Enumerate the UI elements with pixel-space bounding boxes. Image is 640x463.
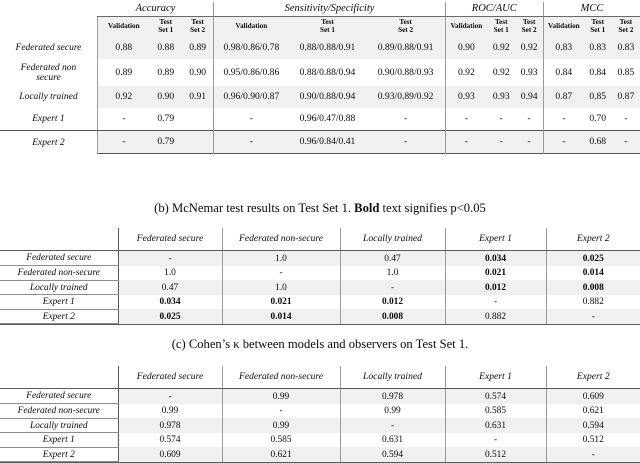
table-a-cell: 0.93 — [445, 86, 487, 108]
table-a-cell: 0.87 — [543, 86, 583, 108]
table-a-cell: - — [624, 113, 628, 125]
table-c-cell: 0.621 — [222, 447, 340, 462]
table-a-cell: 0.84 — [543, 59, 583, 86]
table-c-cell: - — [340, 418, 445, 433]
table-b-row — [0, 280, 640, 295]
caption-b — [0, 201, 640, 216]
table-b-cell: 1.0 — [222, 280, 340, 295]
table-a-group-header: Sensitivity/Specificity — [214, 2, 445, 17]
table-c-cell: 0.594 — [340, 447, 445, 462]
table-a-cell: - — [97, 131, 149, 154]
table-a-cell: 0.88/0.88/0.91 — [299, 42, 356, 54]
table-c-column-header: Expert 2 — [546, 366, 640, 389]
table-c-row-label: Expert 2 — [0, 447, 118, 462]
table-a-row — [0, 86, 640, 108]
table-b-cell: 0.47 — [340, 251, 445, 266]
table-a-group-header: Accuracy — [97, 2, 214, 17]
table-a-subheader: Validation — [543, 17, 583, 38]
rule-segment — [118, 324, 222, 325]
table-a-cell: 0.88/0.88/0.94 — [299, 66, 356, 78]
table-b-row-label: Expert 1 — [0, 295, 118, 310]
table-a-subheader: Test Set 2 — [190, 18, 206, 34]
table-c-header-row — [0, 366, 640, 389]
table-a-cell — [182, 131, 214, 154]
table-c-cell: 0.631 — [340, 433, 445, 448]
table-c-cell: 0.978 — [159, 420, 181, 431]
rule-segment — [340, 324, 445, 325]
table-c-container — [0, 366, 640, 463]
table-a-cell: 0.89 — [189, 42, 207, 54]
rule-segment — [288, 154, 366, 155]
table-a-subheader: Validation — [214, 17, 288, 38]
table-b-cell: 1.0 — [164, 268, 176, 279]
table-c-cell: 0.574 — [445, 389, 546, 404]
table-c-column-header: Federated non-secure — [222, 366, 340, 389]
table-b-cell: 0.008 — [546, 280, 640, 295]
table-a-group-header: ROC/AUC — [445, 2, 543, 17]
table-a-cell: 0.91 — [189, 91, 207, 103]
table-a-cell: 0.85 — [617, 66, 635, 78]
rule-segment — [543, 154, 583, 155]
table-a-corner-cell-2 — [0, 17, 97, 38]
table-b-column-header: Expert 1 — [445, 228, 546, 251]
table-a-cell: 0.98/0.86/0.78 — [214, 37, 288, 59]
table-a-cell: 0.92 — [520, 42, 538, 54]
table-c-cell: 0.99 — [161, 406, 179, 417]
rule-segment — [150, 154, 182, 155]
table-c-cell: 0.574 — [159, 435, 181, 446]
table-b-corner-cell — [0, 228, 118, 251]
table-a-cell: - — [543, 131, 583, 154]
table-c-cell: 0.99 — [340, 404, 445, 419]
table-a-cell: 0.96/0.90/0.87 — [214, 86, 288, 108]
table-a-cell: 0.79 — [157, 113, 175, 125]
rule-segment — [612, 154, 640, 155]
table-a-cell: - — [367, 131, 445, 154]
table-a-cell: - — [515, 131, 543, 154]
table-a-cell: 0.90 — [445, 37, 487, 59]
table-c-corner-cell — [0, 366, 118, 389]
table-a-cell: - — [445, 108, 487, 131]
table-c-cell: 0.621 — [546, 404, 640, 419]
table-b-cell: 0.014 — [546, 266, 640, 281]
caption-b-bold-word: Bold — [354, 201, 380, 215]
table-b-cell: 0.034 — [445, 251, 546, 266]
table-a-cell: - — [214, 108, 288, 131]
table-a-cell: 0.87 — [617, 91, 635, 103]
table-a-cell: - — [527, 113, 531, 125]
table-b-row — [0, 251, 640, 266]
table-a-group-header: MCC — [543, 2, 640, 17]
table-b-cell: - — [546, 309, 640, 324]
caption-b-prefix: (b) McNemar test results on Test Set 1. — [154, 201, 355, 215]
table-a-row — [0, 108, 640, 131]
table-a-subheader: Test Set 2 — [398, 18, 414, 34]
table-b-cell: 0.008 — [340, 309, 445, 324]
rule-segment — [515, 154, 543, 155]
table-a-cell: 0.90/0.88/0.94 — [299, 91, 356, 103]
table-c-cell: 0.978 — [340, 389, 445, 404]
rule-segment — [0, 154, 97, 155]
table-a-subheader: Test Set 1 — [158, 18, 174, 34]
table-a-subheader-row — [0, 17, 640, 38]
rule-segment — [546, 324, 640, 325]
table-a-cell: - — [543, 108, 583, 131]
table-b-row — [0, 266, 640, 281]
table-a-cell: 0.96/0.47/0.88 — [299, 113, 356, 125]
table-a-cell: 0.92 — [445, 59, 487, 86]
table-c-cell: - — [546, 447, 640, 462]
table-a-cell: 0.88 — [97, 37, 149, 59]
table-c-cell: - — [222, 404, 340, 419]
table-c-cell: 0.594 — [546, 418, 640, 433]
rule-segment — [584, 154, 612, 155]
table-a-subheader: Test Set 1 — [493, 18, 509, 34]
table-b-cell: 0.882 — [546, 295, 640, 310]
table-a-group-header-row — [0, 2, 640, 17]
table-c-column-header: Federated secure — [118, 366, 222, 389]
table-c-cell: 0.512 — [546, 433, 640, 448]
table-a-cell: - — [214, 131, 288, 154]
table-b-row-label: Federated secure — [0, 251, 118, 266]
table-c-row-label: Federated non-secure — [0, 404, 118, 419]
table-b-cell: 0.025 — [159, 311, 181, 322]
table-a-cell: 0.83 — [589, 42, 607, 54]
table-b-cell: - — [168, 253, 172, 264]
table-a-cell: 0.90 — [189, 66, 207, 78]
table-a-bottom-rule — [0, 154, 640, 155]
rule-segment — [0, 324, 118, 325]
table-a-cell: 0.88 — [157, 42, 175, 54]
table-c-cell: 0.609 — [546, 389, 640, 404]
table-b-cell: 0.012 — [445, 280, 546, 295]
table-a-cell: 0.79 — [150, 131, 182, 154]
table-b-cell: 0.021 — [222, 295, 340, 310]
table-a-cell: - — [403, 113, 408, 125]
table-b-row-label: Federated non-secure — [0, 266, 118, 281]
table-b-cell: 0.021 — [445, 266, 546, 281]
table-a-cell: - — [445, 131, 487, 154]
table-a-cell: - — [97, 108, 149, 131]
table-b-container — [0, 228, 640, 325]
table-a-row — [0, 59, 640, 86]
table-c-row — [0, 404, 640, 419]
table-c-column-header: Expert 1 — [445, 366, 546, 389]
rule-segment — [222, 324, 340, 325]
table-c-row-label: Locally trained — [0, 418, 118, 433]
table-a-cell: 0.89 — [97, 59, 149, 86]
table-b-row-label: Locally trained — [0, 280, 118, 295]
table-a-cell: 0.83 — [543, 37, 583, 59]
table-a-row-label: Federated secure — [0, 37, 97, 59]
table-c-cell: 0.585 — [222, 433, 340, 448]
table-a-subheader: Test Set 1 — [319, 18, 335, 34]
rule-segment — [445, 154, 487, 155]
table-a-cell: 0.70 — [589, 113, 607, 125]
table-b-column-header: Locally trained — [340, 228, 445, 251]
table-b-header-row — [0, 228, 640, 251]
table-a-cell: - — [612, 131, 640, 154]
caption-c-text: (c) Cohen’s κ between models and observers on Test Set 1. — [171, 337, 469, 351]
cohens-kappa-table — [0, 366, 640, 463]
rule-segment — [182, 154, 214, 155]
table-b-row — [0, 309, 640, 324]
table-c-row — [0, 433, 640, 448]
table-a-cell: - — [499, 113, 503, 125]
table-c-row — [0, 418, 640, 433]
table-a-cell: 0.89/0.88/0.91 — [377, 42, 434, 54]
table-a-row-label: Federated non secure — [0, 59, 97, 86]
table-a-row-label: Expert 2 — [0, 131, 97, 154]
table-a-cell — [182, 108, 214, 131]
table-c-cell: - — [445, 433, 546, 448]
table-b-cell: 0.025 — [546, 251, 640, 266]
table-a-row — [0, 37, 640, 59]
table-a-corner-cell — [0, 2, 97, 17]
table-a-cell: 0.83 — [617, 42, 635, 54]
table-b-cell: 0.012 — [340, 295, 445, 310]
table-a-cell: 0.92 — [97, 86, 149, 108]
table-a-subheader: Validation — [97, 17, 149, 38]
table-a-cell: 0.93 — [520, 66, 538, 78]
table-b-row-label: Expert 2 — [0, 309, 118, 324]
caption-c — [0, 337, 640, 352]
table-a-subheader: Test Set 1 — [590, 18, 606, 34]
table-c-row-label: Federated secure — [0, 389, 118, 404]
table-a-cell: 0.92 — [492, 66, 510, 78]
caption-b-suffix: text signifies p<0.05 — [379, 201, 486, 215]
table-a-row-label: Locally trained — [0, 86, 97, 108]
table-b-cell: 0.882 — [445, 309, 546, 324]
metrics-table — [0, 2, 640, 154]
table-a-cell: 0.89 — [157, 66, 175, 78]
table-a-cell: 0.85 — [589, 91, 607, 103]
table-c-column-header: Locally trained — [340, 366, 445, 389]
table-a-cell: 0.90 — [157, 91, 175, 103]
table-c-row — [0, 389, 640, 404]
table-c-cell: 0.512 — [445, 447, 546, 462]
table-b-cell: - — [222, 266, 340, 281]
table-a-subheader: Test Set 2 — [521, 18, 537, 34]
rule-segment — [487, 154, 515, 155]
table-a-cell: 0.95/0.86/0.86 — [214, 59, 288, 86]
rule-segment — [214, 154, 288, 155]
table-c-cell: 0.585 — [445, 404, 546, 419]
table-a-cell: 0.68 — [584, 131, 612, 154]
table-b-column-header: Federated non-secure — [222, 228, 340, 251]
table-c-cell: - — [168, 391, 172, 402]
table-a-subheader: Validation — [445, 17, 487, 38]
table-c-cell: 0.609 — [159, 449, 181, 460]
table-a-cell: 0.92 — [492, 42, 510, 54]
table-c-row-label: Expert 1 — [0, 433, 118, 448]
table-b-cell: 1.0 — [222, 251, 340, 266]
rule-segment — [97, 154, 149, 155]
table-c-cell: 0.99 — [222, 418, 340, 433]
table-b-cell: 0.014 — [222, 309, 340, 324]
table-b-column-header: Expert 2 — [546, 228, 640, 251]
table-a-row-label: Expert 1 — [0, 108, 97, 131]
table-c-cell: 0.99 — [222, 389, 340, 404]
table-a-cell: 0.84 — [589, 66, 607, 78]
table-a-cell: - — [487, 131, 515, 154]
table-b-cell: 0.034 — [159, 297, 181, 308]
table-c-cell: 0.631 — [445, 418, 546, 433]
table-a-cell: 0.90/0.88/0.93 — [377, 66, 434, 78]
table-a-cell: 0.96/0.84/0.41 — [288, 131, 366, 154]
table-b-cell: 0.47 — [161, 282, 179, 293]
rule-segment — [367, 154, 445, 155]
table-a-subheader: Test Set 2 — [618, 18, 634, 34]
rule-segment — [445, 324, 546, 325]
table-b-cell: 1.0 — [340, 266, 445, 281]
table-b-cell: - — [445, 295, 546, 310]
table-b-cell: - — [340, 280, 445, 295]
table-c-row — [0, 447, 640, 462]
table-b-column-header: Federated secure — [118, 228, 222, 251]
table-a-cell: 0.94 — [520, 91, 538, 103]
table-a-container — [0, 2, 640, 154]
table-a-cell: 0.93 — [492, 91, 510, 103]
mcnemar-table — [0, 228, 640, 325]
table-b-row — [0, 295, 640, 310]
table-a-row — [0, 131, 640, 154]
table-b-bottom-rule — [0, 324, 640, 325]
table-a-cell: 0.93/0.89/0.92 — [377, 91, 434, 103]
